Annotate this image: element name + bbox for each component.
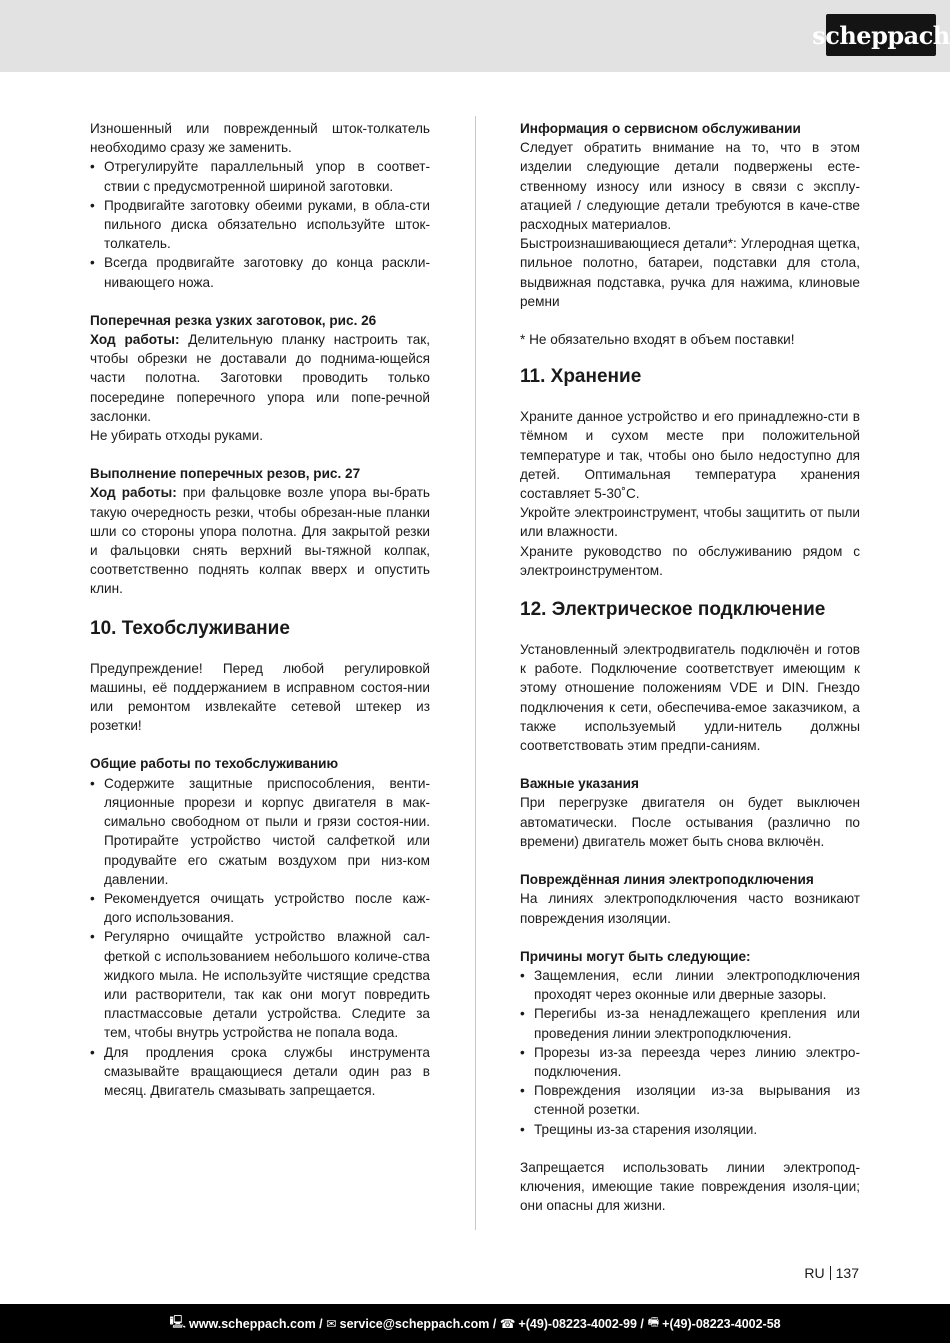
subheading: Повреждённая линия электроподключения [520,872,814,888]
right-column [520,119,860,1215]
list-item: • Продвигайте заготовку обеими руками, в обла-сти пильного диска обязательно используйте шток-толкатель. [90,196,430,254]
footer-website[interactable]: www.scheppach.com / [189,1316,323,1331]
column-divider [475,116,476,1230]
page-language: RU [804,1265,825,1281]
list-item: • Отрегулируйте параллельный упор в соответ-ствии с предусмотренной шириной заготовки. [90,157,430,195]
header-bar [0,0,950,72]
list-item: • Всегда продвигайте заготовку до конца раскли-нивающего ножа. [90,253,430,291]
subheading: Важные указания [520,776,639,792]
paragraph: Укройте электроинструмент, чтобы защитить от пыли или влажности. [520,505,860,540]
brand-logo: scheppach [826,14,936,56]
list-item: • Для продления срока службы инструмента смазывайте вращающиеся детали один раз в месяц. Двигатель смазывать запрещается. [90,1043,430,1101]
subheading: Выполнение поперечных резов, рис. 27 [90,466,361,482]
footer-email[interactable]: service@scheppach.com / [339,1316,497,1331]
paragraph-text: Делительную планку настроить так, чтобы обрезки не доставали до поднима-ющейся части полотна. Заготовки проводить только посередине поперечного упора или попе-речной заслонки. [90,332,431,424]
subheading: Информация о сервисном обслуживании [520,121,801,136]
page-number [804,1264,859,1282]
paragraph: Предупреждение! Перед любой регулировкой машины, её поддержанием в исправном состоя-нии или ремонтом извлекайте сетевой штекер из розетки! [90,660,430,734]
list-item: • Регулярно очищайте устройство влажной сал-феткой с использованием небольшого количе-ства жидкого мыла. Не используйте чистящие средства или растворители, так как они могут повредить пластмассовые детали устройства. Следите за тем, чтобы внутрь устройства не попала вода. [90,927,430,1042]
page-separator [830,1266,831,1280]
subheading: Причины могут быть следующие: [520,948,751,964]
paragraph: На линиях электроподключения часто возникают повреждения изоляции. [520,891,860,926]
phone-icon: ☎ [499,1317,516,1331]
list-item: • Перегибы из-за ненадлежащего крепления или проведения линии электроподключения. [520,1004,860,1042]
bullet-list [520,966,860,1139]
fax-icon: 🖷 [647,1315,660,1329]
page-number-value: 137 [835,1265,859,1281]
paragraph: Следует обратить внимание на то, что в этом изделии следующие детали подвержены есте-ственному износу или износу в связи с эксплу-атацией / следующие детали требуются в каче-стве расходных материалов. [520,140,860,233]
section-heading: 10. Техобслуживание [90,617,290,639]
footer-phone: +(49)-08223-4002-99 / [518,1316,644,1331]
list-item: • Трещины из-за старения изоляции. [520,1120,860,1139]
section-heading: 12. Электрическое подключение [520,599,826,621]
paragraph [90,483,430,598]
computer-icon: 🖳 [169,1315,187,1329]
subheading: Общие работы по техобслуживанию [90,756,339,772]
footnote: * Не обязательно входят в объем поставки! [520,332,795,348]
list-item: • Прорезы из-за переезда через линию электро-подключения. [520,1043,860,1081]
paragraph: Не убирать отходы руками. [90,428,263,444]
paragraph [90,330,430,426]
list-item: • Рекомендуется очищать устройство после каж-дого использования. [90,889,430,927]
bullet-list [90,774,430,1100]
paragraph: Быстроизнашивающиеся детали*: Углеродная щетка, пильное полотно, батареи, подставки для стола, выдвижная подставка, ручка для нажима, клиновые ремни [520,236,860,309]
paragraph: Храните данное устройство и его принадлежно-сти в тёмном и сухом месте при положительной температуре и так, чтобы оно было недоступно для детей. Оптимальная температура хранения составляет 5-30˚C. [520,409,860,502]
footer-fax: +(49)-08223-4002-58 [662,1316,781,1331]
bullet-list [90,157,430,291]
left-column [90,119,430,1100]
paragraph: Установленный электродвигатель подключён и готов к работе. Подключение соответствует имеющим к этому отношение положениям VDE и DIN. Гнездо подключения к сети, обеспечива-емое заказчиком, а также используемый удли-нитель должны соответствовать этим предпи-саниям. [520,642,860,754]
subheading: Поперечная резка узких заготовок, рис. 26 [90,312,377,328]
footer-bar [0,1304,950,1343]
envelope-icon: ✉ [326,1317,337,1331]
paragraph-text: при фальцовке возле упора вы-брать такую очередность резки, чтобы обрезан-ные планки шли со стороны упора полотна. Для закрытой резки и фальцовки снять верхний вы-тяжной колпак, соответственно поднять колпак вверх и опустить клин. [90,485,431,597]
paragraph: При перегрузке двигателя он будет выключен автоматически. После остывания (различно по времени) двигатель может быть снова включён. [520,795,860,849]
lead-label: Ход работы: [90,332,180,348]
list-item: • Содержите защитные приспособления, венти-ляционные прорези и корпус двигателя в мак-симально свободном от пыли и грязи состоя-нии. Протирайте устройство чистой салфеткой или продувайте его сжатым воздухом при низ-ком давлении. [90,774,430,889]
lead-label: Ход работы: [90,485,177,501]
paragraph: Храните руководство по обслуживанию рядом с электроинструментом. [520,543,860,578]
paragraph: Изношенный или поврежденный шток-толкатель необходимо сразу же заменить. [90,121,430,156]
section-heading: 11. Хранение [520,366,642,388]
list-item: • Повреждения изоляции из-за вырывания из стенной розетки. [520,1081,860,1119]
paragraph: Запрещается использовать линии электропод-ключения, имеющие такие повреждения изоля-ции; они опасны для жизни. [520,1159,860,1214]
list-item: • Защемления, если линии электроподключения проходят через оконные или дверные зазоры. [520,966,860,1004]
